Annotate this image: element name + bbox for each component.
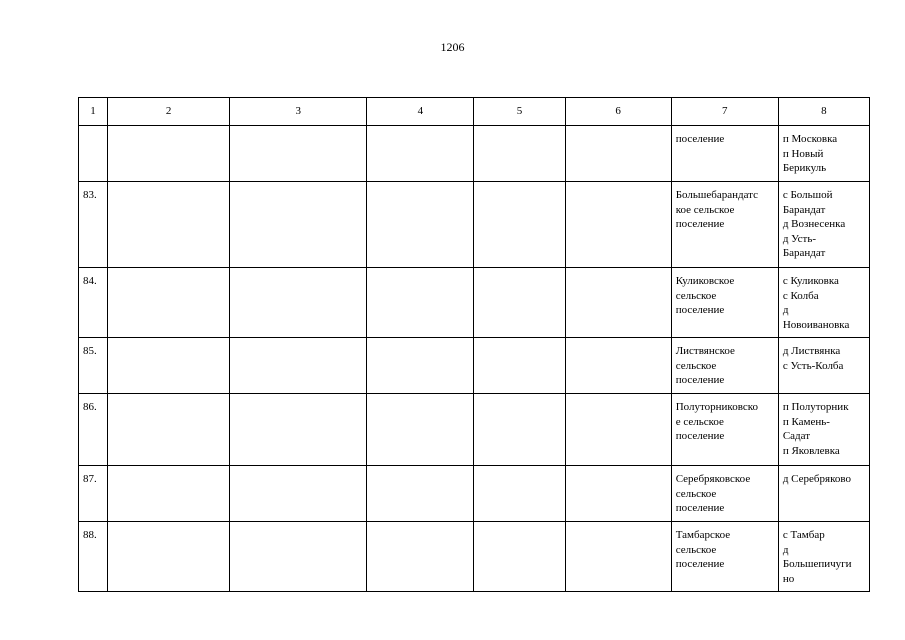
localities-cell — [778, 126, 869, 182]
table-row — [79, 126, 870, 182]
empty-cell-col-3 — [230, 394, 367, 466]
municipality-cell — [671, 182, 778, 268]
empty-cell-col-6 — [565, 522, 671, 592]
localities-cell — [778, 338, 869, 394]
header-col-6: 6 — [565, 98, 671, 126]
localities-cell — [778, 466, 869, 522]
empty-cell-col-5 — [474, 522, 565, 592]
locality-line: п Полуторник — [782, 401, 849, 413]
localities-cell — [778, 268, 869, 338]
locality-line: Берикуль — [782, 162, 827, 174]
empty-cell-col-3 — [230, 466, 367, 522]
empty-cell-col-5 — [474, 126, 565, 182]
header-col-1: 1 — [79, 98, 108, 126]
empty-cell-col-6 — [565, 268, 671, 338]
municipality-cell — [671, 268, 778, 338]
empty-cell-col-2 — [108, 182, 230, 268]
locality-line: с Большой — [782, 189, 833, 201]
locality-line: п Новый — [782, 147, 824, 160]
empty-cell-col-5 — [474, 268, 565, 338]
municipality-line: поселение — [675, 502, 725, 514]
municipality-line: поселение — [675, 374, 725, 386]
municipality-line: сельское — [675, 289, 717, 302]
municipality-line: сельское — [675, 359, 717, 372]
municipality-line: е сельское — [675, 415, 724, 428]
empty-cell-col-6 — [565, 466, 671, 522]
empty-cell-col-6 — [565, 338, 671, 394]
municipality-line: поселение — [675, 304, 725, 316]
header-col-7: 7 — [671, 98, 778, 126]
municipality-line: сельское — [675, 487, 717, 500]
municipality-line: Большебарандатс — [675, 189, 758, 201]
locality-line: д Усть- — [782, 232, 817, 245]
municipality-line: сельское — [675, 543, 717, 556]
row-number-cell: 87. — [79, 466, 108, 522]
municipality-line: поселение — [675, 133, 725, 145]
row-number-cell — [79, 126, 108, 182]
municipality-cell — [671, 126, 778, 182]
empty-cell-col-5 — [474, 466, 565, 522]
locality-line: Садат — [782, 430, 811, 442]
municipality-line: Листвянское — [675, 345, 735, 357]
municipality-line: поселение — [675, 218, 725, 230]
municipality-cell — [671, 522, 778, 592]
header-col-8: 8 — [778, 98, 869, 126]
empty-cell-col-3 — [230, 522, 367, 592]
empty-cell-col-4 — [367, 182, 474, 268]
empty-cell-col-4 — [367, 466, 474, 522]
table-row — [79, 466, 870, 522]
empty-cell-col-4 — [367, 338, 474, 394]
row-number-cell: 88. — [79, 522, 108, 592]
row-number-cell: 86. — [79, 394, 108, 466]
locality-line: п Яковлевка — [782, 444, 840, 457]
empty-cell-col-2 — [108, 394, 230, 466]
localities-cell — [778, 522, 869, 592]
empty-cell-col-3 — [230, 268, 367, 338]
locality-line: д Серебряково — [782, 473, 851, 485]
empty-cell-col-2 — [108, 466, 230, 522]
empty-cell-col-2 — [108, 126, 230, 182]
settlements-table — [78, 97, 870, 592]
empty-cell-col-5 — [474, 182, 565, 268]
locality-line: с Усть-Колба — [782, 359, 844, 372]
empty-cell-col-2 — [108, 268, 230, 338]
table-row — [79, 394, 870, 466]
locality-line: с Куликовка — [782, 275, 839, 287]
table-row — [79, 338, 870, 394]
locality-line: Большепичуги — [782, 558, 852, 570]
locality-line: п Камень- — [782, 415, 830, 428]
locality-line: с Колба — [782, 289, 819, 302]
localities-cell — [778, 394, 869, 466]
municipality-line: Куликовское — [675, 275, 735, 287]
localities-cell — [778, 182, 869, 268]
empty-cell-col-4 — [367, 268, 474, 338]
table-body — [79, 126, 870, 592]
empty-cell-col-4 — [367, 394, 474, 466]
header-col-5: 5 — [474, 98, 565, 126]
empty-cell-col-6 — [565, 182, 671, 268]
locality-line: Новоивановка — [782, 318, 850, 331]
locality-line: Барандат — [782, 247, 826, 259]
table-row — [79, 268, 870, 338]
header-col-2: 2 — [108, 98, 230, 126]
header-col-4: 4 — [367, 98, 474, 126]
municipality-line: Тамбарское — [675, 529, 731, 541]
locality-line: но — [782, 572, 795, 585]
locality-line: д — [782, 543, 789, 556]
page-number: 1206 — [440, 40, 465, 54]
municipality-cell — [671, 466, 778, 522]
empty-cell-col-3 — [230, 338, 367, 394]
locality-line: д Вознесенка — [782, 218, 846, 230]
empty-cell-col-4 — [367, 126, 474, 182]
empty-cell-col-5 — [474, 394, 565, 466]
municipality-line: Серебряковское — [675, 473, 751, 485]
row-number-cell: 84. — [79, 268, 108, 338]
empty-cell-col-3 — [230, 182, 367, 268]
table-row — [79, 522, 870, 592]
locality-line: п Московка — [782, 133, 838, 145]
table-row — [79, 182, 870, 268]
municipality-line: кое сельское — [675, 203, 735, 216]
municipality-cell — [671, 338, 778, 394]
municipality-line: Полуторниковско — [675, 401, 759, 413]
locality-line: д — [782, 304, 789, 316]
empty-cell-col-4 — [367, 522, 474, 592]
municipality-line: поселение — [675, 558, 725, 570]
row-number-cell: 83. — [79, 182, 108, 268]
table-header-row — [79, 98, 870, 126]
empty-cell-col-6 — [565, 126, 671, 182]
header-col-3: 3 — [230, 98, 367, 126]
municipality-line: поселение — [675, 430, 725, 442]
empty-cell-col-2 — [108, 338, 230, 394]
empty-cell-col-6 — [565, 394, 671, 466]
municipality-cell — [671, 394, 778, 466]
empty-cell-col-2 — [108, 522, 230, 592]
locality-line: с Тамбар — [782, 529, 825, 541]
empty-cell-col-3 — [230, 126, 367, 182]
locality-line: д Листвянка — [782, 345, 841, 357]
locality-line: Барандат — [782, 203, 826, 216]
empty-cell-col-5 — [474, 338, 565, 394]
row-number-cell: 85. — [79, 338, 108, 394]
